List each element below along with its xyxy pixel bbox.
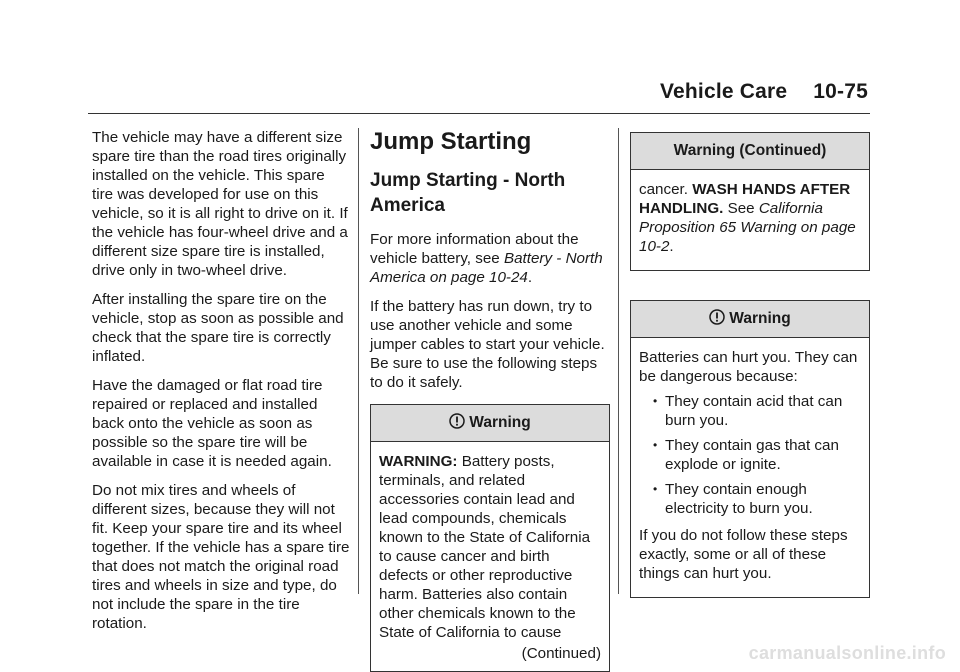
warning-content: See	[723, 200, 759, 217]
warning-box	[630, 300, 870, 598]
warning-body	[631, 170, 869, 270]
header-section-title: Vehicle Care	[659, 80, 788, 103]
paragraph: After installing the spare tire on the vehicle, stop as soon as possible and check that the spare tire is correctly inflated.	[92, 291, 344, 365]
warning-box-continued	[630, 132, 870, 271]
paragraph: Do not mix tires and wheels of different sizes, because they will not fit. Keep your spare tire and its wheel together. If the vehicle has a spare tire that does not match the original road tires and wheels in size and type, do not include the spare in the tire rotation.	[92, 482, 350, 632]
column-3	[630, 130, 870, 598]
header-rule	[88, 113, 870, 114]
column-divider	[358, 128, 359, 594]
warning-outro: If you do not follow these steps exactly, some or all of these things can hurt you.	[639, 527, 848, 582]
warning-header: Warning (Continued)	[631, 133, 869, 170]
list-item: • They contain acid that can burn you.	[653, 392, 861, 430]
paragraph-text: For more information about the vehicle battery, see	[370, 231, 579, 267]
header-page-number: 10-75	[813, 80, 868, 103]
warning-title: Warning	[729, 310, 791, 327]
warning-bold: WASH HANDS AFTER HANDLING.	[639, 181, 851, 217]
warning-intro: Batteries can hurt you. They can be dangerous because:	[639, 349, 858, 385]
warning-label: WARNING:	[379, 453, 458, 470]
page-header	[660, 80, 868, 104]
subsection-title: Jump Starting - North America	[370, 170, 566, 216]
paragraph: The vehicle may have a different size spare tire than the road tires originally installed on the vehicle. This spare tire was developed for use on this vehicle, so it is all right to drive on it. If the vehicle has four-wheel drive and a different size spare tire is installed, drive only in two-wheel drive.	[92, 129, 348, 279]
warning-content: Battery posts, terminals, and related accessories contain lead and lead compounds, chemicals known to the State of California to cause cancer and birth defects or other reproductive harm. Batteries also contain other chemicals known to the State of California to cause	[379, 453, 591, 641]
warning-icon	[709, 303, 725, 339]
column-2	[370, 128, 610, 672]
warning-text	[639, 180, 861, 256]
cross-reference: California Proposition 65 Warning on page 10-2	[639, 200, 856, 255]
warning-title: Warning	[469, 414, 531, 431]
paragraph: If the battery has run down, try to use another vehicle and some jumper cables to start your vehicle. Be sure to use the following steps to do it safely.	[370, 298, 605, 391]
paragraph-end: .	[527, 269, 533, 286]
list-item: • They contain enough electricity to burn you.	[653, 480, 861, 518]
paragraph: Have the damaged or flat road tire repaired or replaced and installed back onto the vehicle as soon as possible so the spare tire will be available in case it is needed again.	[92, 377, 332, 470]
continued-label: (Continued)	[521, 645, 601, 662]
paragraph	[370, 230, 610, 287]
column-divider	[618, 128, 619, 594]
watermark-text: carmanualsonline.info	[748, 643, 946, 663]
warning-text	[379, 452, 601, 642]
warning-box	[370, 404, 610, 672]
column-1	[92, 128, 350, 643]
section-title: Jump Starting	[370, 128, 532, 155]
warning-body	[371, 442, 609, 671]
warning-body	[631, 338, 869, 597]
warning-bullet-list	[639, 392, 861, 518]
warning-header	[631, 301, 869, 338]
cross-reference: Battery - North America on page 10-24	[370, 250, 603, 286]
warning-end: .	[669, 238, 674, 255]
list-item: • They contain gas that can explode or ignite.	[653, 436, 861, 474]
warning-content: cancer.	[639, 181, 693, 198]
warning-icon	[449, 407, 465, 443]
warning-header	[371, 405, 609, 442]
